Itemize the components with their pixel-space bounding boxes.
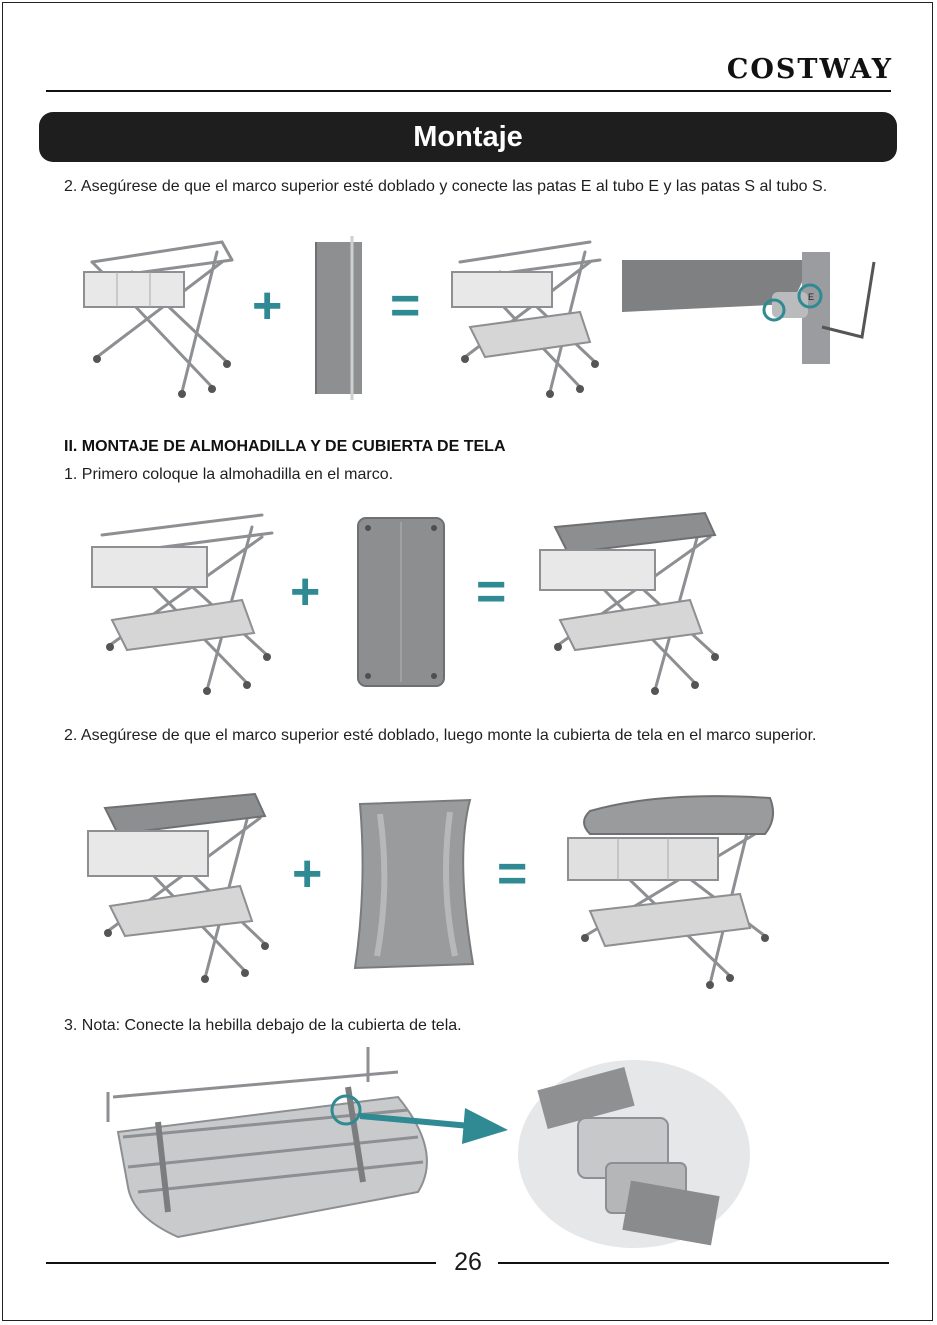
- frame-with-pad-illustration: [530, 505, 725, 695]
- assembled-changing-table-illustration: [560, 786, 782, 991]
- tube-e-label: E: [808, 292, 815, 302]
- pad-illustration: [352, 512, 450, 692]
- tube-connection-detail-photo: [622, 252, 882, 364]
- changing-table-frame-illustration: [72, 232, 242, 400]
- brand-logo: COSTWAY: [726, 54, 893, 85]
- step-2-text: 2. Asegúrese de que el marco superior esté doblado, luego monte la cubierta de tela en el marco superior.: [64, 727, 817, 744]
- equals-sign: =: [390, 277, 421, 335]
- page-number: 26: [454, 1248, 482, 1276]
- section-heading: II. MONTAJE DE ALMOHADILLA Y DE CUBIERTA DE TELA: [64, 438, 506, 455]
- step-a-text: 2. Asegúrese de que el marco superior esté doblado y conecte las patas E al tubo E y las patas S al tubo S.: [64, 178, 828, 195]
- equals-sign: =: [476, 563, 507, 621]
- frame-with-shelf-illustration: [82, 505, 277, 695]
- header-rule: [46, 90, 891, 92]
- fabric-cover-illustration: [345, 796, 485, 972]
- footer-rule-right: [498, 1262, 889, 1264]
- frame-with-bottom-shelf-illustration: [440, 232, 610, 400]
- step-1-text: 1. Primero coloque la almohadilla en el marco.: [64, 466, 394, 483]
- page-title: Montaje: [39, 112, 897, 162]
- footer-rule-left: [46, 1262, 436, 1264]
- plus-sign: +: [252, 277, 283, 335]
- equals-sign: =: [497, 845, 528, 903]
- step-3-text: 3. Nota: Conecte la hebilla debajo de la cubierta de tela.: [64, 1017, 462, 1034]
- plus-sign: +: [292, 845, 323, 903]
- plus-sign: +: [290, 563, 321, 621]
- arrow-icon: [360, 1100, 510, 1150]
- frame-with-pad-illustration: [80, 786, 275, 986]
- folded-fabric-panel-illustration: [310, 236, 368, 400]
- buckle-detail-photo: [516, 1058, 752, 1250]
